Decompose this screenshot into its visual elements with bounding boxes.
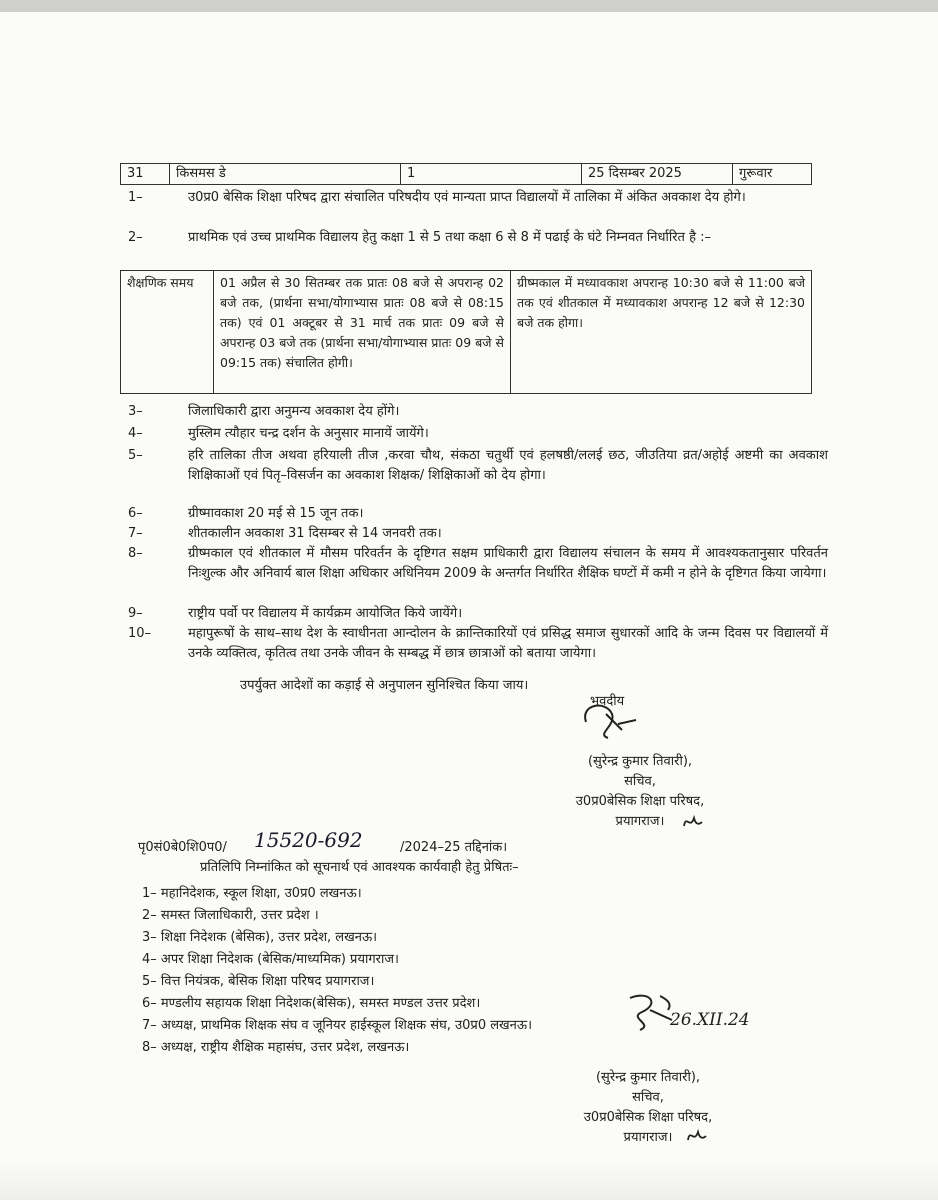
- holiday-table-row: [120, 163, 812, 185]
- row-days: 1: [401, 164, 582, 185]
- sign1-name: (सुरेन्द्र कुमार तिवारी),: [587, 754, 693, 769]
- row-weekday: गुरूवार: [733, 164, 812, 185]
- cc-item-4: 4– अपर शिक्षा निदेशक (बेसिक/माध्यमिक) प्रयागराज।: [142, 952, 399, 967]
- initial-mark-1: [680, 812, 704, 832]
- cc-heading: प्रतिलिपि निम्नांकित को सूचनार्थ एवं आवश्यक कार्यवाही हेतु प्रेषितः–: [200, 860, 519, 875]
- cc-item-5: 5– वित्त नियंत्रक, बेसिक शिक्षा परिषद प्रयागराज।: [142, 974, 375, 989]
- reference-number-handwritten: 15520-692: [254, 828, 363, 852]
- signature-scribble-1: [578, 694, 648, 746]
- sign2-name: (सुरेन्द्र कुमार तिवारी),: [595, 1070, 701, 1085]
- sign1-org: उ0प्र0बेसिक शिक्षा परिषद,: [575, 794, 705, 809]
- scan-bottom-shadow: [0, 1160, 938, 1200]
- cc-item-6: 6– मण्डलीय सहायक शिक्षा निदेशक(बेसिक), समस्त मण्डल उत्तर प्रदेश।: [142, 996, 481, 1011]
- cc-item-7: 7– अध्यक्ष, प्राथमिक शिक्षक संघ व जूनियर हाईस्कूल शिक्षक संघ, उ0प्र0 लखनऊ।: [142, 1018, 533, 1033]
- sign2-post: सचिव,: [632, 1090, 664, 1105]
- sign2-org: उ0प्र0बेसिक शिक्षा परिषद,: [583, 1110, 713, 1125]
- row-date: 25 दिसम्बर 2025: [582, 164, 733, 185]
- closing-line: उपर्युक्त आदेशों का कड़ाई से अनुपालन सुनिश्चित किया जाय।: [240, 678, 529, 693]
- row-serial: 31: [121, 164, 170, 185]
- timing-label: शैक्षणिक समय: [121, 271, 214, 394]
- cc-item-3: 3– शिक्षा निदेशक (बेसिक), उत्तर प्रदेश, लखनऊ।: [142, 930, 378, 945]
- initial-mark-2: [684, 1126, 708, 1146]
- reference-prefix: पृ0सं0बे0शि0प0/: [138, 840, 227, 855]
- sign1-place: प्रयागराज।: [615, 814, 665, 829]
- circular-body: 31 किसमस डे 1 25 दिसम्बर 2025 गुरूवार 1– उ0प्र0 बेसिक शिक्षा परिषद द्वारा संचालित परिषदीय एवं मान्यता प्राप्त विद्यालयों में तालिका में अंकित अवकाश देय होगे। 2– प्राथमिक एवं उच्च प्राथमिक विद्यालय हेतु कक्षा 1 से 5 तथा कक्षा 6 से 8 में पढाई के घंटे निम्नवत निर्धारित है :– शैक्षणिक समय 01 अप्रैल से 30 सितम्बर तक प्रातः 08 बजे से अपरान्ह 02 बजे तक, (प्रार्थना सभा/योगाभ्यास प्रातः 08 बजे से 08:15 तक) एवं 01 अक्टूबर से 31 मार्च तक प्रातः 09 बजे से अपरान्ह 03 बजे तक (प्रार्थना सभा/योगाभ्यास प्रातः 09 बजे से 09:15 तक) संचालित होगी। ग्रीष्मकाल में मध्यावकाश अपरान्ह 10:30 बजे से 11:00 बजे तक एवं शीतकाल में मध्यावकाश अपरान्ह 12 बजे से 12:30 बजे तक होगा। 3– जिलाधिकारी द्वारा अनुमन्य अवकाश देय होंगे। 4– मुस्लिम त्यौहार चन्द्र दर्शन के अनुसार मानायें जायेंगे। 5– हरि तालिका तीज अथवा हरियाली तीज ,करवा चौथ, संकठा चतुर्थी एवं हलषष्ठी/ललई छठ, जीउतिया व्रत/अहोई अष्टमी का अवकाश शिक्षिकाओं एवं पितृ–विसर्जन का अवकाश शिक्षक/ शिक्षिकाओं को देय होगा। 6– ग्रीष्मावकाश 20 मई से 15 जून तक। 7– शीतकालीन अवकाश 31 दिसम्बर से 14 जनवरी तक। 8– ग्रीष्मकाल एवं शीतकाल में मौसम परिवर्तन के दृष्टिगत सक्षम प्राधिकारी द्वारा विद्यालय संचालन के समय में आवश्यकतानुसार परिवर्तन निःशुल्क और अनिवार्य बाल शिक्षा अधिकार अधिनियम 2009 के अन्तर्गत निर्धारित शैक्षिक घण्टों में कमी न होने के दृष्टिगत किया जायेगा। 9– राष्ट्रीय पर्वो पर विद्यालय में कार्यक्रम आयोजित किये जायेंगे। 10– महापुरूषों के साथ–साथ देश के स्वाधीनता आन्दोलन के क्रान्तिकारियों एवं प्रसिद्ध समाज सुधारकों आदि के जन्म दिवस पर विद्यालयों में उनके व्यक्तित्व, कृतित्व तथा उनके जीवन के सम्बद्ध में छात्र छात्राओं को बताया जायेगा। उपर्युक्त आदेशों का कड़ाई से अनुपालन सुनिश्चित किया जाय। भवदीय (सुरेन्द्र कुमार तिवारी), सचिव, उ0प्र0बेसिक शिक्षा परिषद, प्रयागराज। पृ0सं0बे0शि0प0/ 15520-692 /2024–25 तद्दिनांक। प्रतिलिपि निम्नांकित को सूचनार्थ एवं आवश्यक कार्यवाही हेतु प्रेषितः– 1– महानिदेशक, स्कूल शिक्षा, उ0प्र0 लखनऊ। 2– समस्त जिलाधिकारी, उत्तर प्रदेश । 3– शिक्षा निदेशक (बेसिक), उत्तर प्रदेश, लखनऊ। 4– अपर शिक्षा निदेशक (बेसिक/माध्यमिक) प्रयागराज। 5– वित्त नियंत्रक, बेसिक शिक्षा परिषद प्रयागराज। 6– मण्डलीय सहायक शिक्षा निदेशक(बेसिक), समस्त मण्डल उत्तर प्रदेश। 7– अध्यक्ष, प्राथमिक शिक्षक संघ व जूनियर हाईस्कूल शिक्षक संघ, उ0प्र0 लखनऊ। 8– अध्यक्ष, राष्ट्रीय शैक्षिक महासंघ, उत्तर प्रदेश, लखनऊ। 26.XII.24 (सुरेन्द्र कुमार तिवारी), सचिव, उ0प्र0बेसिक शिक्षा परिषद, प्रयागराज।: [100, 0, 840, 1200]
- cc-item-1: 1– महानिदेशक, स्कूल शिक्षा, उ0प्र0 लखनऊ।: [142, 886, 362, 901]
- greeting: भवदीय: [590, 694, 625, 709]
- timing-schedule: 01 अप्रैल से 30 सितम्बर तक प्रातः 08 बजे से अपरान्ह 02 बजे तक, (प्रार्थना सभा/योगाभ्यास प्रातः 08 बजे से 08:15 तक) एवं 01 अक्टूबर से 31 मार्च तक प्रातः 09 बजे से अपरान्ह 03 बजे तक (प्रार्थना सभा/योगाभ्यास प्रातः 09 बजे से 09:15 तक) संचालित होगी।: [214, 271, 511, 394]
- timing-interval: ग्रीष्मकाल में मध्यावकाश अपरान्ह 10:30 बजे से 11:00 बजे तक एवं शीतकाल में मध्यावकाश अपरान्ह 12 बजे से 12:30 बजे तक होगा।: [511, 271, 812, 394]
- reference-suffix: /2024–25 तद्दिनांक।: [400, 840, 508, 855]
- sign1-post: सचिव,: [624, 774, 656, 789]
- sign2-place: प्रयागराज।: [623, 1130, 673, 1145]
- school-timing-table: [120, 270, 812, 394]
- cc-item-2: 2– समस्त जिलाधिकारी, उत्तर प्रदेश ।: [142, 908, 319, 923]
- handwritten-date: 26.XII.24: [670, 1010, 750, 1030]
- row-holiday-name: किसमस डे: [170, 164, 401, 185]
- cc-item-8: 8– अध्यक्ष, राष्ट्रीय शैक्षिक महासंघ, उत्तर प्रदेश, लखनऊ।: [142, 1040, 410, 1055]
